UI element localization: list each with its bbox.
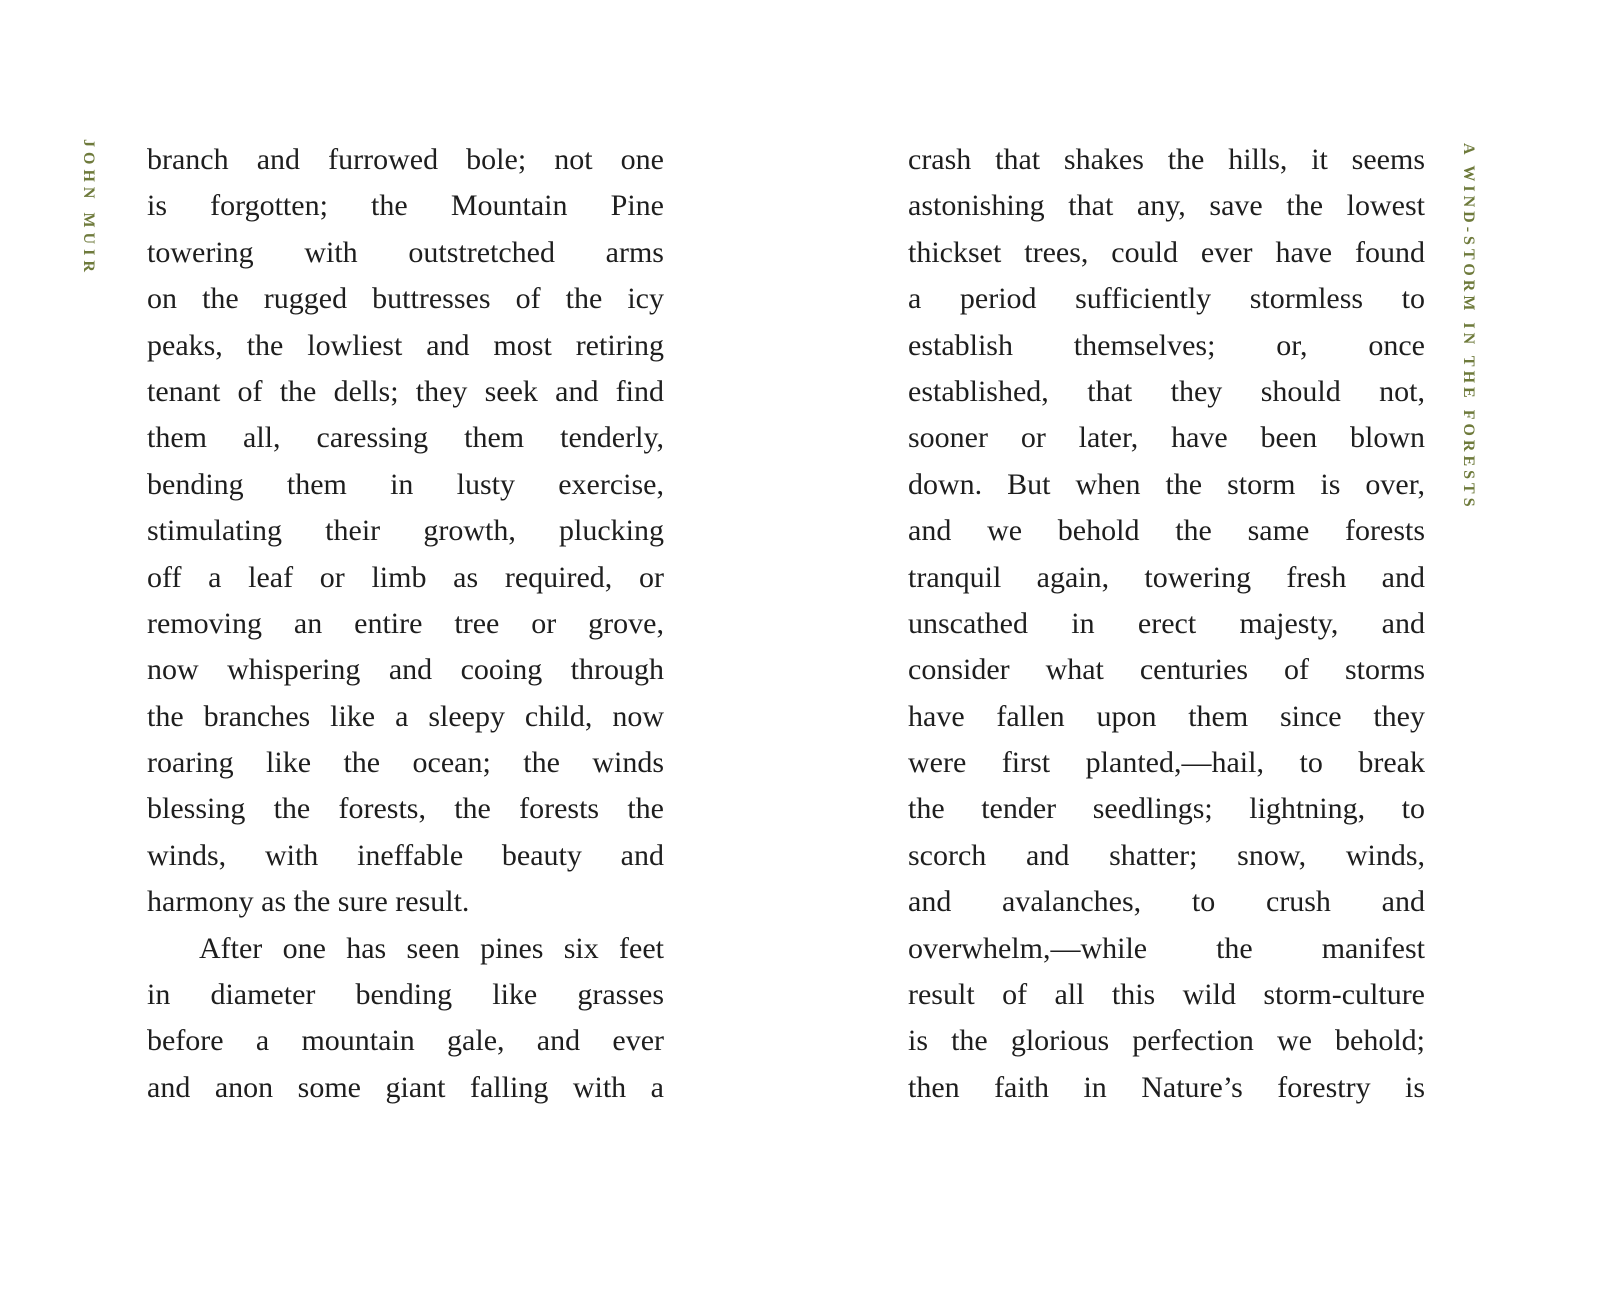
text-line: down. But when the storm is over,: [908, 467, 1425, 501]
text-line: in diameter bending like grasses: [147, 978, 664, 1012]
text-line: then faith in Nature’s forestry is: [908, 1070, 1425, 1104]
text-line: a period sufficiently stormless to: [908, 282, 1425, 316]
text-line: thickset trees, could ever have found: [908, 235, 1425, 269]
text-line: sooner or later, have been blown: [908, 421, 1425, 455]
text-line: now whispering and cooing through: [147, 653, 664, 687]
text-line: astonishing that any, save the lowest: [908, 189, 1425, 223]
text-line: is the glorious perfection we behold;: [908, 1024, 1425, 1058]
text-line: roaring like the ocean; the winds: [147, 746, 664, 780]
text-line: were first planted,—hail, to break: [908, 746, 1425, 780]
right-page-text: [908, 137, 1425, 1111]
text-line: them all, caressing them tenderly,: [147, 421, 664, 455]
text-line: winds, with ineffable beauty and: [147, 838, 664, 872]
text-line: result of all this wild storm-culture: [908, 978, 1425, 1012]
running-header-chapter-title: A WIND-STORM IN THE FORESTS: [1460, 143, 1477, 511]
text-line: establish themselves; or, once: [908, 328, 1425, 362]
text-line: scorch and shatter; snow, winds,: [908, 838, 1425, 872]
text-line: tenant of the dells; they seek and find: [147, 374, 664, 408]
text-line: stimulating their growth, plucking: [147, 514, 664, 548]
text-line: overwhelm,—while the manifest: [908, 931, 1425, 965]
text-line: is forgotten; the Mountain Pine: [147, 189, 664, 223]
text-line: before a mountain gale, and ever: [147, 1024, 664, 1058]
text-line: bending them in lusty exercise,: [147, 467, 664, 501]
text-line: removing an entire tree or grove,: [147, 606, 664, 640]
text-line: off a leaf or limb as required, or: [147, 560, 664, 594]
text-line: branch and furrowed bole; not one: [147, 143, 664, 176]
text-line: and we behold the same forests: [908, 514, 1425, 548]
text-line: tranquil again, towering fresh and: [908, 560, 1425, 594]
text-line: and avalanches, to crush and: [908, 885, 1425, 919]
text-line: blessing the forests, the forests the: [147, 792, 664, 826]
text-line: unscathed in erect majesty, and: [908, 606, 1425, 640]
text-line: established, that they should not,: [908, 374, 1425, 408]
text-line: consider what centuries of storms: [908, 653, 1425, 687]
left-page-text: [147, 137, 664, 1111]
text-line: have fallen upon them since they: [908, 699, 1425, 733]
text-line: harmony as the sure result.: [147, 885, 470, 919]
text-line: towering with outstretched arms: [147, 235, 664, 269]
text-line: and anon some giant falling with a: [147, 1070, 664, 1104]
text-line: on the rugged buttresses of the icy: [147, 282, 664, 316]
text-line: peaks, the lowliest and most retiring: [147, 328, 664, 362]
running-header-author: JOHN MUIR: [80, 139, 97, 277]
text-line: the branches like a sleepy child, now: [147, 699, 664, 733]
text-line: the tender seedlings; lightning, to: [908, 792, 1425, 826]
text-line: crash that shakes the hills, it seems: [908, 143, 1425, 176]
text-line: After one has seen pines six feet: [199, 931, 664, 965]
